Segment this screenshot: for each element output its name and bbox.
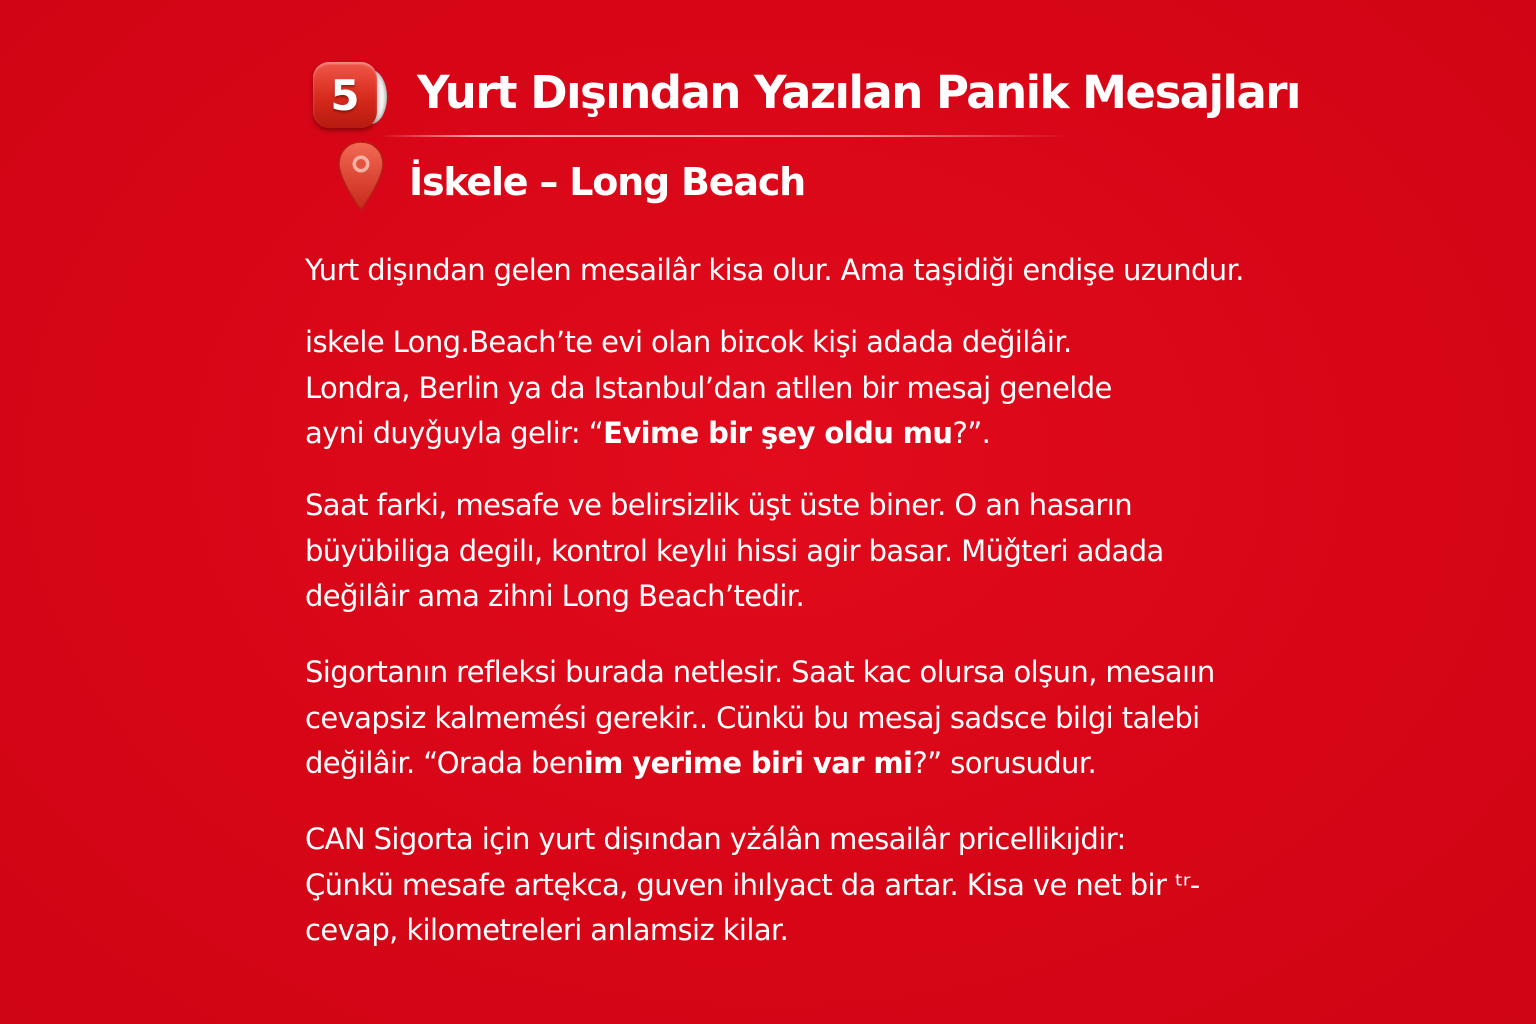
paragraph-2 <box>305 320 1315 457</box>
paragraph-line: iskele Long.Beach’te evi olan biɪcok kişi adada değilâir. <box>305 325 1072 359</box>
paragraph-line: cevap, kilometreleri anlamsiz kilar. <box>305 913 789 947</box>
quoted-question: im yerime biri var mi <box>583 746 913 780</box>
location-pin-icon <box>336 140 386 212</box>
paragraph-1 <box>305 248 1315 294</box>
location-subtitle: İskele – Long Beach <box>409 160 805 204</box>
section-number-badge <box>313 62 377 128</box>
paragraph-4 <box>305 650 1315 787</box>
paragraph-line: Sigortanın refleksi burada netlesir. Saat kac olursa olşun, mesaıın <box>305 655 1215 689</box>
paragraph-line <box>305 741 1315 787</box>
quoted-question: Evime bir şey oldu mu <box>603 416 953 450</box>
paragraph-line: Yurt dişından gelen mesailâr kisa olur. Ama taşidiği endişe uzundur. <box>305 253 1244 287</box>
paragraph-line: CAN Sigorta için yurt dişından yżálân mesailâr pricellikıjdir: <box>305 822 1126 856</box>
line-text: ?” sorusudur. <box>912 746 1097 780</box>
title-divider <box>380 135 1070 137</box>
paragraph-line: Londra, Berlin ya da Istanbul’dan atllen bir mesaj genelde <box>305 370 1112 405</box>
line-text: ?”. <box>952 416 991 450</box>
paragraph-line: cevapsiz kalmemési gerekir.. Cünkü bu mesaj sadsce bilgi talebi <box>305 700 1200 735</box>
line-text: değilâir. “Orada ben <box>305 746 584 780</box>
paragraph-line: Saat farki, mesafe ve belirsizlik üşt üste biner. O an hasarın <box>305 488 1132 522</box>
paragraph-line: büyübiliga degilı, kontrol keylıi hissi agir basar. Müǧteri adada <box>305 533 1164 568</box>
paragraph-line: Çünkü mesafe artękca, guven ihılyact da artar. Kisa ve net bir ᵗʳ- <box>305 867 1200 902</box>
paragraph-5 <box>305 817 1315 954</box>
page-title: Yurt Dışından Yazılan Panik Mesajları <box>417 66 1300 119</box>
paragraph-3 <box>305 483 1315 620</box>
paragraph-line <box>305 411 1315 457</box>
section-number: 5 <box>330 70 360 120</box>
line-text: ayni duyǧuyla gelir: “ <box>305 416 604 450</box>
paragraph-line: değilâir ama zihni Long Beach’tedir. <box>305 579 805 613</box>
